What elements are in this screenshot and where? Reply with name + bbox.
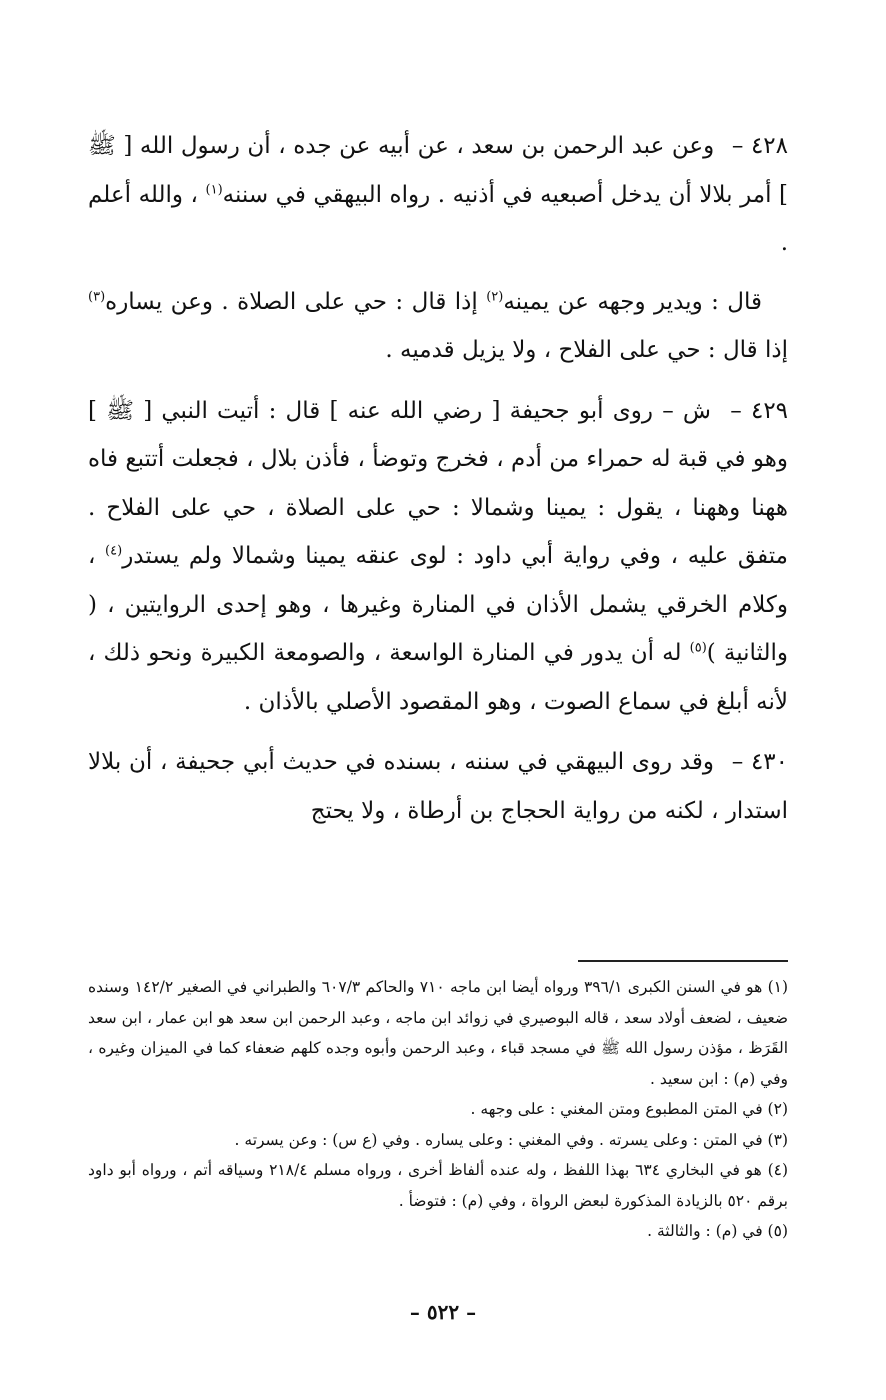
footnote-ref-4[interactable]: (٤) bbox=[105, 543, 123, 559]
footnote-1: (١) هو في السنن الكبرى ٣٩٦/١ ورواه أيضا ابن ماجه ٧١٠ والحاكم ٦٠٧/٣ والطبراني في الصغير ١٤٢/٢ وسنده ضعيف ، لضعف أولاد سعد ، قاله البوصيري في زوائد ابن ماجه ، وعبد الرحمن ابن سعد هو ابن عمار ، ابن سعد القَرَظ ، مؤذن رسول الله ﷺ في مسجد قباء ، وعبد الرحمن وأبوه وجده كلهم ضعفاء كما في الميزان وغيره ، وفي (م) : ابن سعيد . bbox=[88, 978, 789, 1088]
entry-428-text-end: ، والله أعلم . bbox=[88, 181, 788, 256]
entry-428-text: وعن عبد الرحمن بن سعد ، عن أبيه عن جده ، أن رسول الله [ ﷺ ] أمر بلالا أن يدخل أصبعيه في أذنيه . رواه البيهقي في سننه bbox=[88, 133, 788, 208]
entry-number-428: ٤٢٨ – bbox=[731, 133, 788, 159]
entry-430 bbox=[88, 738, 788, 835]
footnote-ref-1[interactable]: (١) bbox=[205, 181, 223, 197]
footnote-ref-5[interactable]: (٥) bbox=[689, 640, 707, 656]
footnote-3: (٣) في المتن : وعلى يسرته . وفي المغني : وعلى يساره . وفي (ع س) : وعن يسرته . bbox=[234, 1130, 788, 1149]
footnote-divider bbox=[578, 960, 788, 962]
commentary-text-b: إذا قال : حي على الصلاة . وعن يساره bbox=[105, 288, 487, 315]
entry-429-text-c: له أن يدور في المنارة الواسعة ، والصومعة الكبيرة ونحو ذلك ، لأنه أبلغ في سماع الصوت ، وهو المقصود الأصلي بالأذان . bbox=[88, 640, 788, 715]
entry-428 bbox=[88, 122, 788, 268]
entry-429 bbox=[88, 387, 788, 727]
page-number: – ٥٢٢ – bbox=[409, 1300, 477, 1324]
entry-number-429: ٤٢٩ – bbox=[730, 397, 789, 424]
main-text bbox=[88, 122, 788, 835]
entry-429-text-a: ش – روى أبو جحيفة [ رضي الله عنه ] قال : أتيت النبي [ ﷺ ] وهو في قبة له حمراء من أدم ، فخرج وتوضأ ، فأذن بلال ، فجعلت أتتبع فاه ههنا وههنا ، يقول : يمينا وشمالا : حي على الصلاة ، حي على الفلاح . متفق عليه ، وفي رواية أبي داود : لوى عنقه يمينا وشمالا ولم يستدر bbox=[88, 397, 789, 569]
entry-428-commentary bbox=[88, 278, 788, 375]
footnote-ref-3[interactable]: (٣) bbox=[88, 288, 106, 304]
footnote-ref-2[interactable]: (٢) bbox=[486, 288, 504, 304]
entry-429-text-b: ، وكلام الخرقي يشمل الأذان في المنارة وغيرها ، وهو إحدى الروايتين ، ( والثانية ) bbox=[88, 543, 789, 666]
footnote-2: (٢) في المتن المطبوع ومتن المغني : على وجهه . bbox=[470, 1100, 788, 1118]
commentary-text-a: قال : ويدير وجهه عن يمينه bbox=[503, 288, 762, 315]
entry-430-text: وقد روى البيهقي في سننه ، بسنده في حديث أبي جحيفة ، أن بلالا استدار ، لكنه من رواية الحجاج بن أرطاة ، ولا يحتج bbox=[88, 749, 788, 824]
footnotes bbox=[88, 972, 788, 1247]
entry-number-430: ٤٣٠ – bbox=[731, 749, 788, 775]
footnote-5: (٥) في (م) : والثالثة . bbox=[647, 1222, 788, 1240]
commentary-text-c: إذا قال : حي على الفلاح ، ولا يزيل قدميه . bbox=[385, 337, 788, 363]
footnote-4: (٤) هو في البخاري ٦٣٤ بهذا اللفظ ، وله عنده ألفاظ أخرى ، ورواه مسلم ٢١٨/٤ وسياقه أتم ، ورواه أبو داود برقم ٥٢٠ بالزيادة المذكورة لبعض الرواة ، وفي (م) : فتوضأ . bbox=[88, 1161, 789, 1210]
